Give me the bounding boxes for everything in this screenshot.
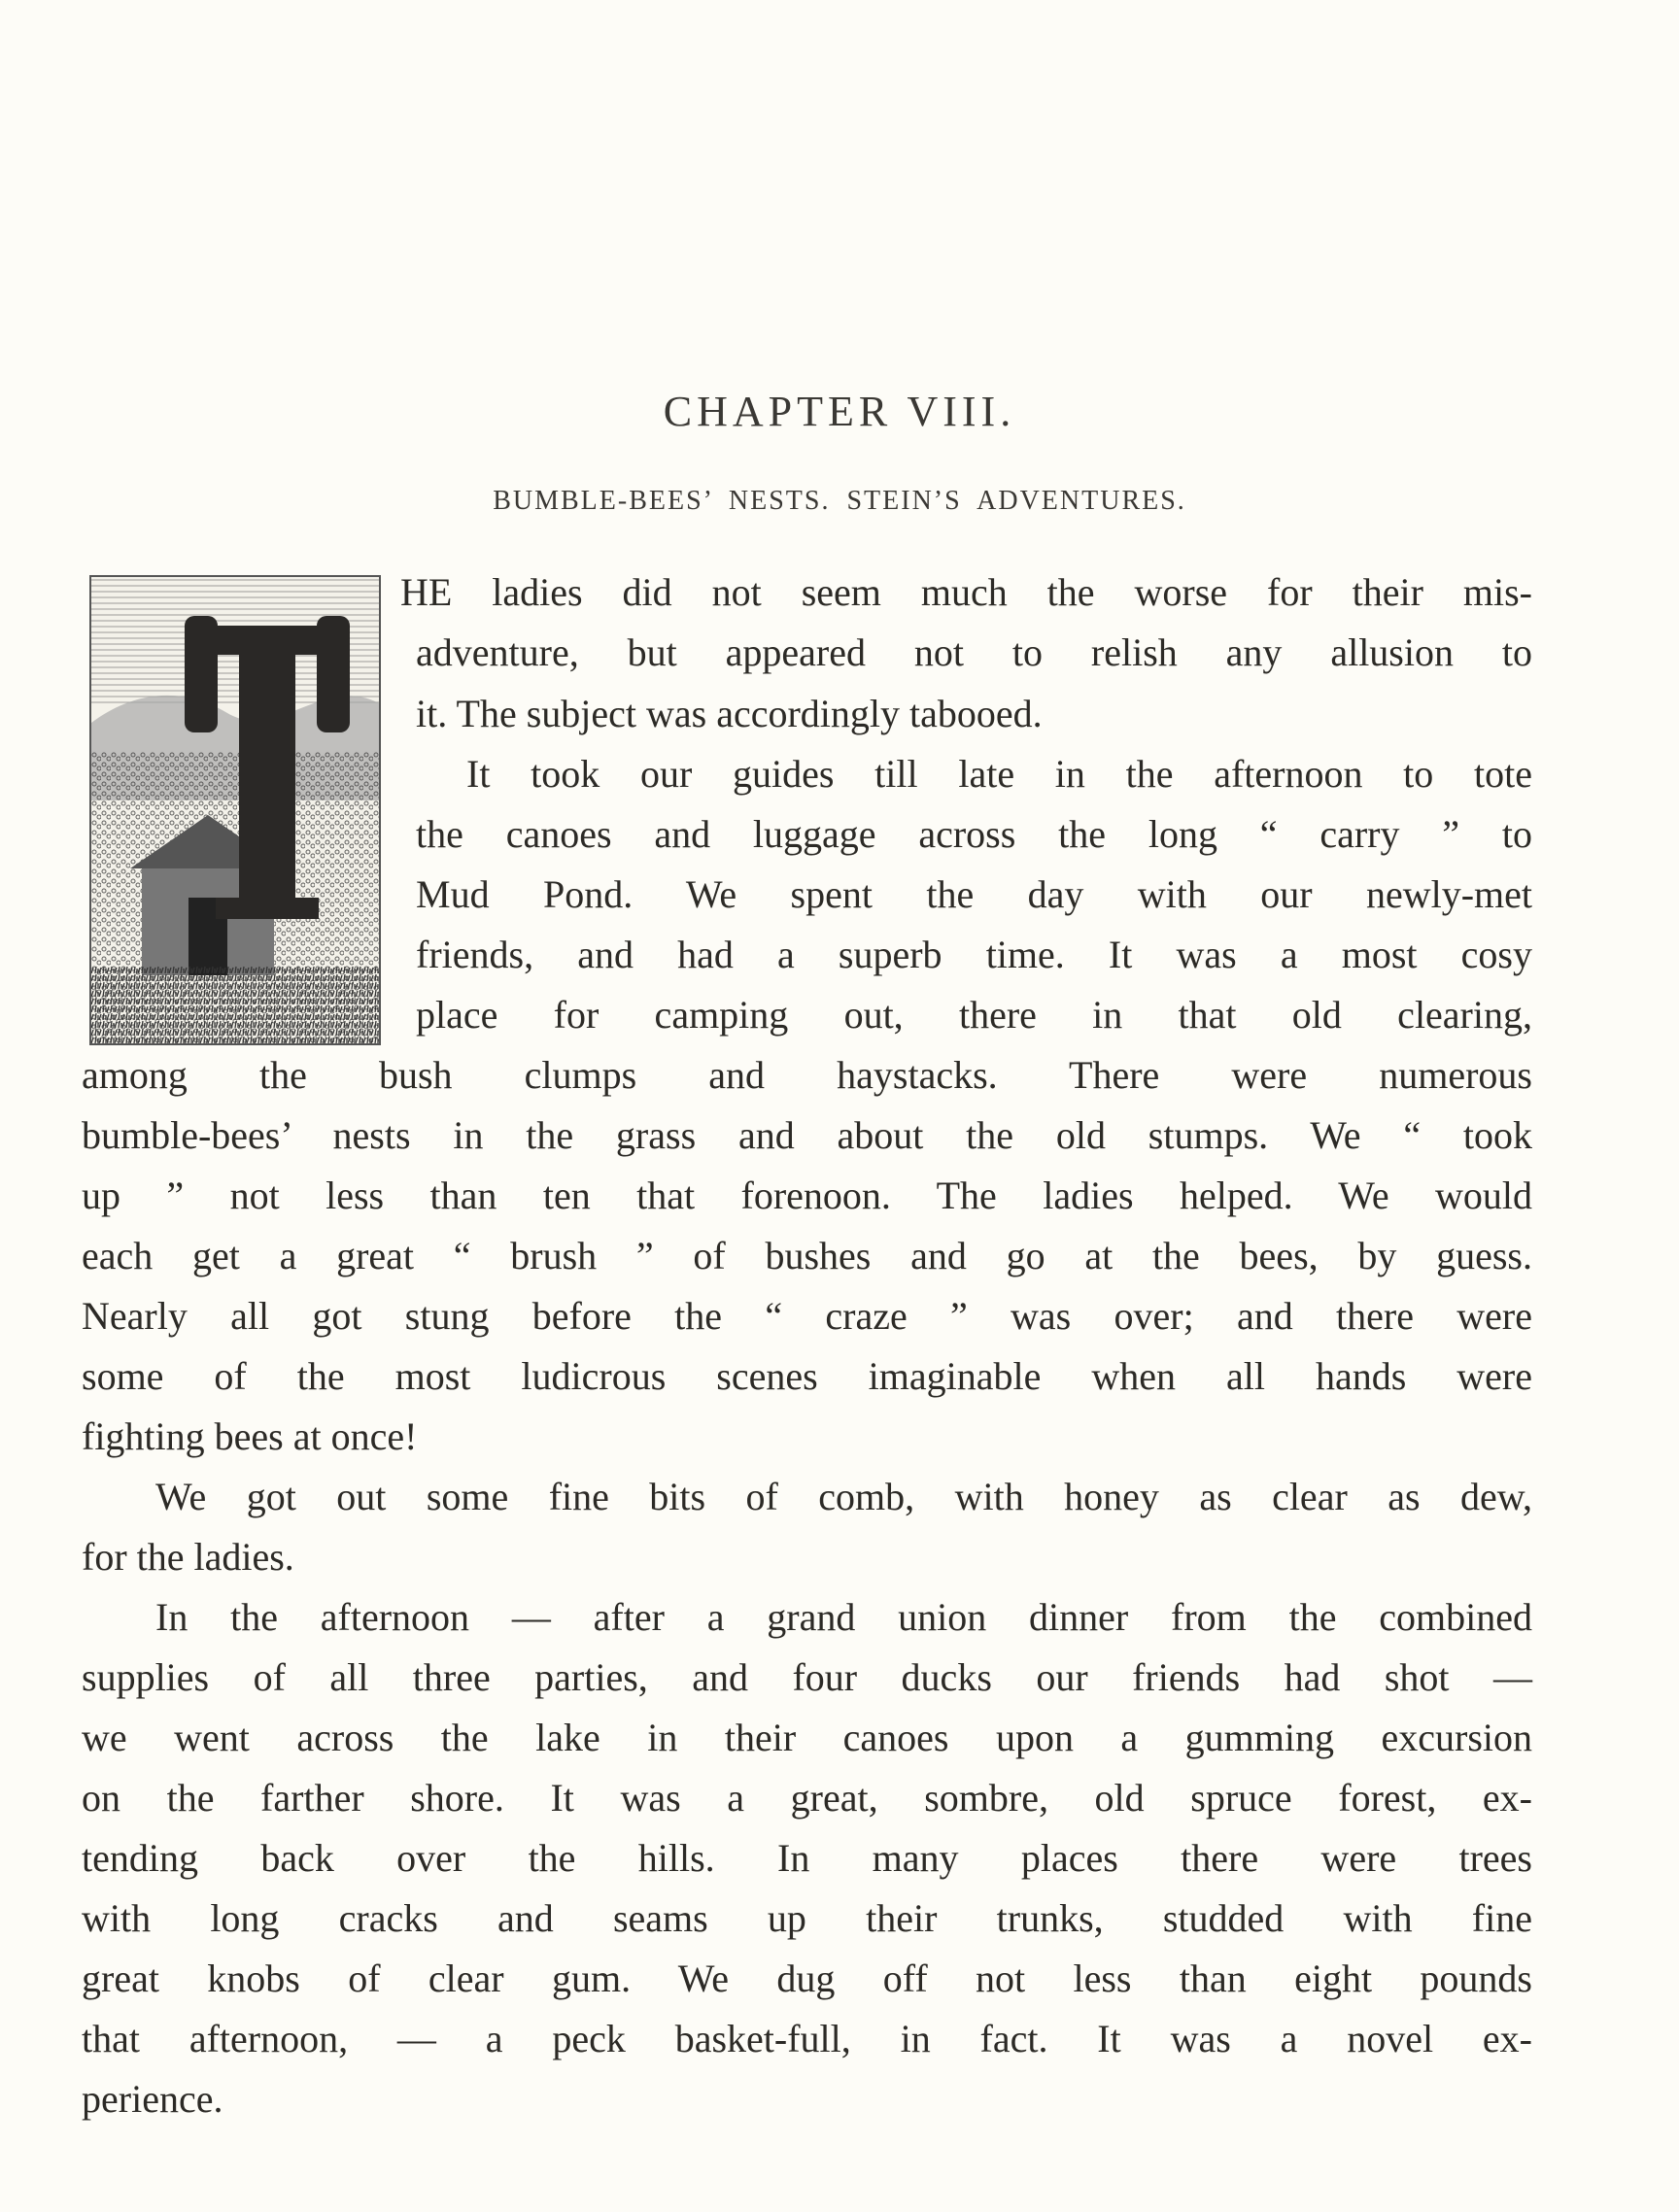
text-line-1: HE ladies did not seem much the worse for their mis-: [400, 570, 1532, 614]
text-line-5: the canoes and luggage across the long “ carry ” to: [416, 812, 1532, 856]
drop-cap-engraving: [91, 577, 379, 1043]
text-line-6: Mud Pond. We spent the day with our newly-met: [416, 872, 1532, 916]
text-line-16: We got out some fine bits of comb, with honey as clear as dew,: [155, 1475, 1532, 1518]
text-line-24: great knobs of clear gum. We dug off not less than eight pounds: [82, 1957, 1532, 2000]
chapter-subtitle: BUMBLE-BEES’ NESTS. STEIN’S ADVENTURES.: [493, 486, 1186, 516]
text-line-20: we went across the lake in their canoes upon a gumming excursion: [82, 1716, 1532, 1759]
drop-cap-illustration: [89, 575, 381, 1045]
text-line-22: tending back over the hills. In many places there were trees: [82, 1836, 1532, 1880]
text-line-7: friends, and had a superb time. It was a most cosy: [416, 933, 1532, 976]
text-line-13: Nearly all got stung before the “ craze ” was over; and there were: [82, 1294, 1532, 1338]
text-line-23: with long cracks and seams up their trunks, studded with fine: [82, 1896, 1532, 1940]
text-line-10: bumble-bees’ nests in the grass and about the old stumps. We “ took: [82, 1113, 1532, 1157]
text-line-21: on the farther shore. It was a great, sombre, old spruce forest, ex-: [82, 1776, 1532, 1820]
text-line-12: each get a great “ brush ” of bushes and go at the bees, by guess.: [82, 1234, 1532, 1277]
text-line-11: up ” not less than ten that forenoon. The ladies helped. We would: [82, 1174, 1532, 1217]
text-line-9: among the bush clumps and haystacks. There were numerous: [82, 1053, 1532, 1097]
text-line-15: fighting bees at once!: [82, 1414, 418, 1458]
text-line-8: place for camping out, there in that old clearing,: [416, 993, 1532, 1037]
chapter-title: CHAPTER VIII.: [663, 388, 1016, 435]
text-line-25: that afternoon, — a peck basket-full, in fact. It was a novel ex-: [82, 2017, 1532, 2060]
text-line-17: for the ladies.: [82, 1535, 294, 1579]
text-line-4: It took our guides till late in the afternoon to tote: [466, 752, 1532, 796]
text-line-26: perience.: [82, 2077, 223, 2121]
text-line-3: it. The subject was accordingly tabooed.: [416, 692, 1043, 735]
text-line-19: supplies of all three parties, and four ducks our friends had shot —: [82, 1655, 1532, 1699]
text-line-2: adventure, but appeared not to relish any allusion to: [416, 630, 1532, 674]
text-line-14: some of the most ludicrous scenes imaginable when all hands were: [82, 1354, 1532, 1398]
text-line-18: In the afternoon — after a grand union dinner from the combined: [155, 1595, 1532, 1639]
